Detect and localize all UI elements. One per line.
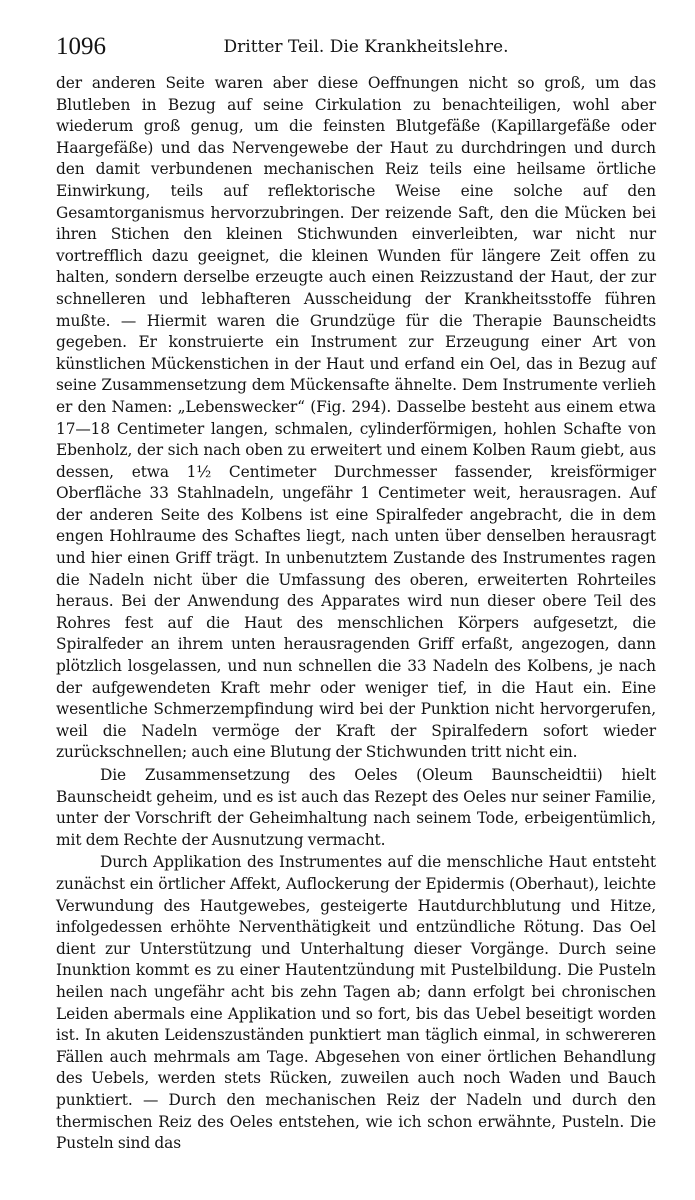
page-header xyxy=(56,30,656,64)
page-number: 1096 xyxy=(56,33,106,60)
running-title: Dritter Teil. Die Krankheitslehre. xyxy=(223,37,509,57)
paragraph-continuation: der anderen Seite waren aber diese Oeffnungen nicht so groß, um das Blutleben in Bezug auf seine Cirkulation zu benachteiligen, wohl aber wiederum groß genug, um die feinsten Blutgefäße (Kapillargefäße oder Haargefäße) und das Nervengewebe der Haut zu durchdringen und durch den damit verbundenen mechanischen Reiz teils eine heilsame örtliche Einwirkung, teils auf reflektorische Weise eine solche auf den Gesamtorganismus hervorzubringen. Der reizende Saft, den die Mücken bei ihren Stichen den kleinen Stichwunden einverleibten, war nicht nur vortrefflich dazu geeignet, die kleinen Wunden für längere Zeit offen zu halten, sondern derselbe erzeugte auch einen Reizzustand der Haut, der zur schnelleren und lebhafteren Ausscheidung der Krankheitsstoffe führen mußte. — Hiermit waren die Grundzüge für die Therapie Baunscheidts gegeben. Er konstruierte ein Instrument zur Erzeugung einer Art von künstlichen Mückenstichen in der Haut und erfand ein Oel, das in Bezug auf seine Zusammensetzung dem Mückensafte ähnelte. Dem Instrumente verlieh er den Namen: „Lebenswecker“ (Fig. 294). Dasselbe besteht aus einem etwa 17—18 Centimeter langen, schmalen, cylinderförmigen, hohlen Schafte von Ebenholz, der sich nach oben zu erweitert und einem Kolben Raum giebt, aus dessen, etwa 1½ Centimeter Durchmesser fassender, kreisförmiger Oberfläche 33 Stahlnadeln, ungefähr 1 Centimeter weit, herausragen. Auf der anderen Seite des Kolbens ist eine Spiralfeder angebracht, die in dem engen Hohlraume des Schaftes liegt, nach unten über denselben herausragt und hier einen Griff trägt. In unbenutztem Zustande des Instrumentes ragen die Nadeln nicht über die Umfassung des oberen, erweiterten Rohrteiles heraus. Bei der Anwendung des Apparates wird nun dieser obere Teil des Rohres fest auf die Haut des menschlichen Körpers aufgesetzt, die Spiralfeder an ihrem unten herausragenden Griff erfaßt, angezogen, dann plötzlich losgelassen, und nun schnellen die 33 Nadeln des Kolbens, je nach der aufgewendeten Kraft mehr oder weniger tief, in die Haut ein. Eine wesentliche Schmerzempfindung wird bei der Punktion nicht hervorgerufen, weil die Nadeln vermöge der Kraft der Spiralfedern sofort wieder zurückschnellen; auch eine Blutung der Stichwunden tritt nicht ein. xyxy=(56,74,656,762)
page-body xyxy=(56,73,656,1155)
paragraph-application: Durch Applikation des Instrumentes auf die menschliche Haut entsteht zunächst ein örtlicher Affekt, Auflockerung der Epidermis (Oberhaut), leichte Verwundung des Hautgewebes, gesteigerte Hautdurchblutung und Hitze, infolgedessen erhöhte Nerventhätigkeit und entzündliche Rötung. Das Oel dient zur Unterstützung und Unterhaltung dieser Vorgänge. Durch seine Inunktion kommt es zu einer Hautentzündung mit Pustelbildung. Die Pusteln heilen nach ungefähr acht bis zehn Tagen ab; dann erfolgt bei chronischen Leiden abermals eine Applikation und so fort, bis das Uebel beseitigt worden ist. In akuten Leidenszuständen punktiert man täglich einmal, in schwereren Fällen auch mehrmals am Tage. Abgesehen von einer örtlichen Behandlung des Uebels, werden stets Rücken, zuweilen auch noch Waden und Bauch punktiert. — Durch den mechanischen Reiz der Nadeln und durch den thermischen Reiz des Oeles entstehen, wie ich schon erwähnte, Pusteln. Die Pusteln sind das xyxy=(56,853,656,1153)
paragraph-oleum: Die Zusammensetzung des Oeles (Oleum Baunscheidtii) hielt Baunscheidt geheim, und es ist auch das Rezept des Oeles nur seiner Familie, unter der Vorschrift der Geheimhaltung nach seinem Tode, erbeigentümlich, mit dem Rechte der Ausnutzung vermacht. xyxy=(56,766,656,849)
